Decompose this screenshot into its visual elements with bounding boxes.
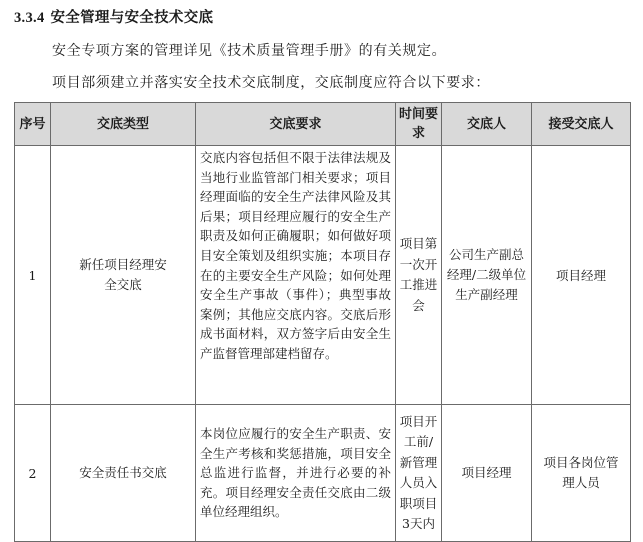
paragraph-disclosure-system: 项目部须建立并落实安全技术交底制度，交底制度应符合以下要求： — [52, 75, 490, 91]
header-seq: 序号 — [15, 103, 51, 146]
row-seq: 2 — [15, 405, 51, 542]
paragraph-safety-plan: 安全专项方案的管理详见《技术质量管理手册》的有关规定。 — [52, 43, 447, 59]
section-heading — [14, 6, 213, 27]
table-row — [15, 146, 631, 405]
header-discloser: 交底人 — [442, 103, 532, 146]
header-time: 时间要求 — [396, 103, 442, 146]
row-receiver: 项目经理 — [532, 146, 631, 405]
row-time: 项目第一次开工推进会 — [396, 146, 442, 405]
row-seq: 1 — [15, 146, 51, 405]
section-number: 3.3.4 — [14, 10, 45, 26]
header-type: 交底类型 — [51, 103, 196, 146]
row-requirement: 交底内容包括但不限于法律法规及当地行业监管部门相关要求；项目经理面临的安全生产法律风险及其后果；项目经理应履行的安全生产职责及如何正确履职；如何做好项目安全策划及组织实施；本项目存在的主要安全生产风险；如何处理安全生产事故（事件）；典型事故案例；其他应交底内容。交底后形成书面材料，双方签字后由安全生产监督管理部建档留存。 — [196, 146, 396, 405]
table-header-row — [15, 103, 631, 146]
disclosure-table — [14, 102, 631, 542]
row-type: 安全责任书交底 — [51, 405, 196, 542]
header-receiver: 接受交底人 — [532, 103, 631, 146]
table-row — [15, 405, 631, 542]
row-discloser: 项目经理 — [442, 405, 532, 542]
header-requirement: 交底要求 — [196, 103, 396, 146]
row-discloser: 公司生产副总经理/二级单位生产副经理 — [442, 146, 532, 405]
row-requirement: 本岗位应履行的安全生产职责、安全生产考核和奖惩措施，项目安全总监进行监督，并进行必要的补充。项目经理安全责任交底由二级单位经理组织。 — [196, 405, 396, 542]
row-receiver: 项目各岗位管理人员 — [532, 405, 631, 542]
section-title: 安全管理与安全技术交底 — [50, 9, 214, 26]
row-type: 新任项目经理安全交底 — [51, 146, 196, 405]
row-time: 项目开工前/新管理人员入职项目3天内 — [396, 405, 442, 542]
